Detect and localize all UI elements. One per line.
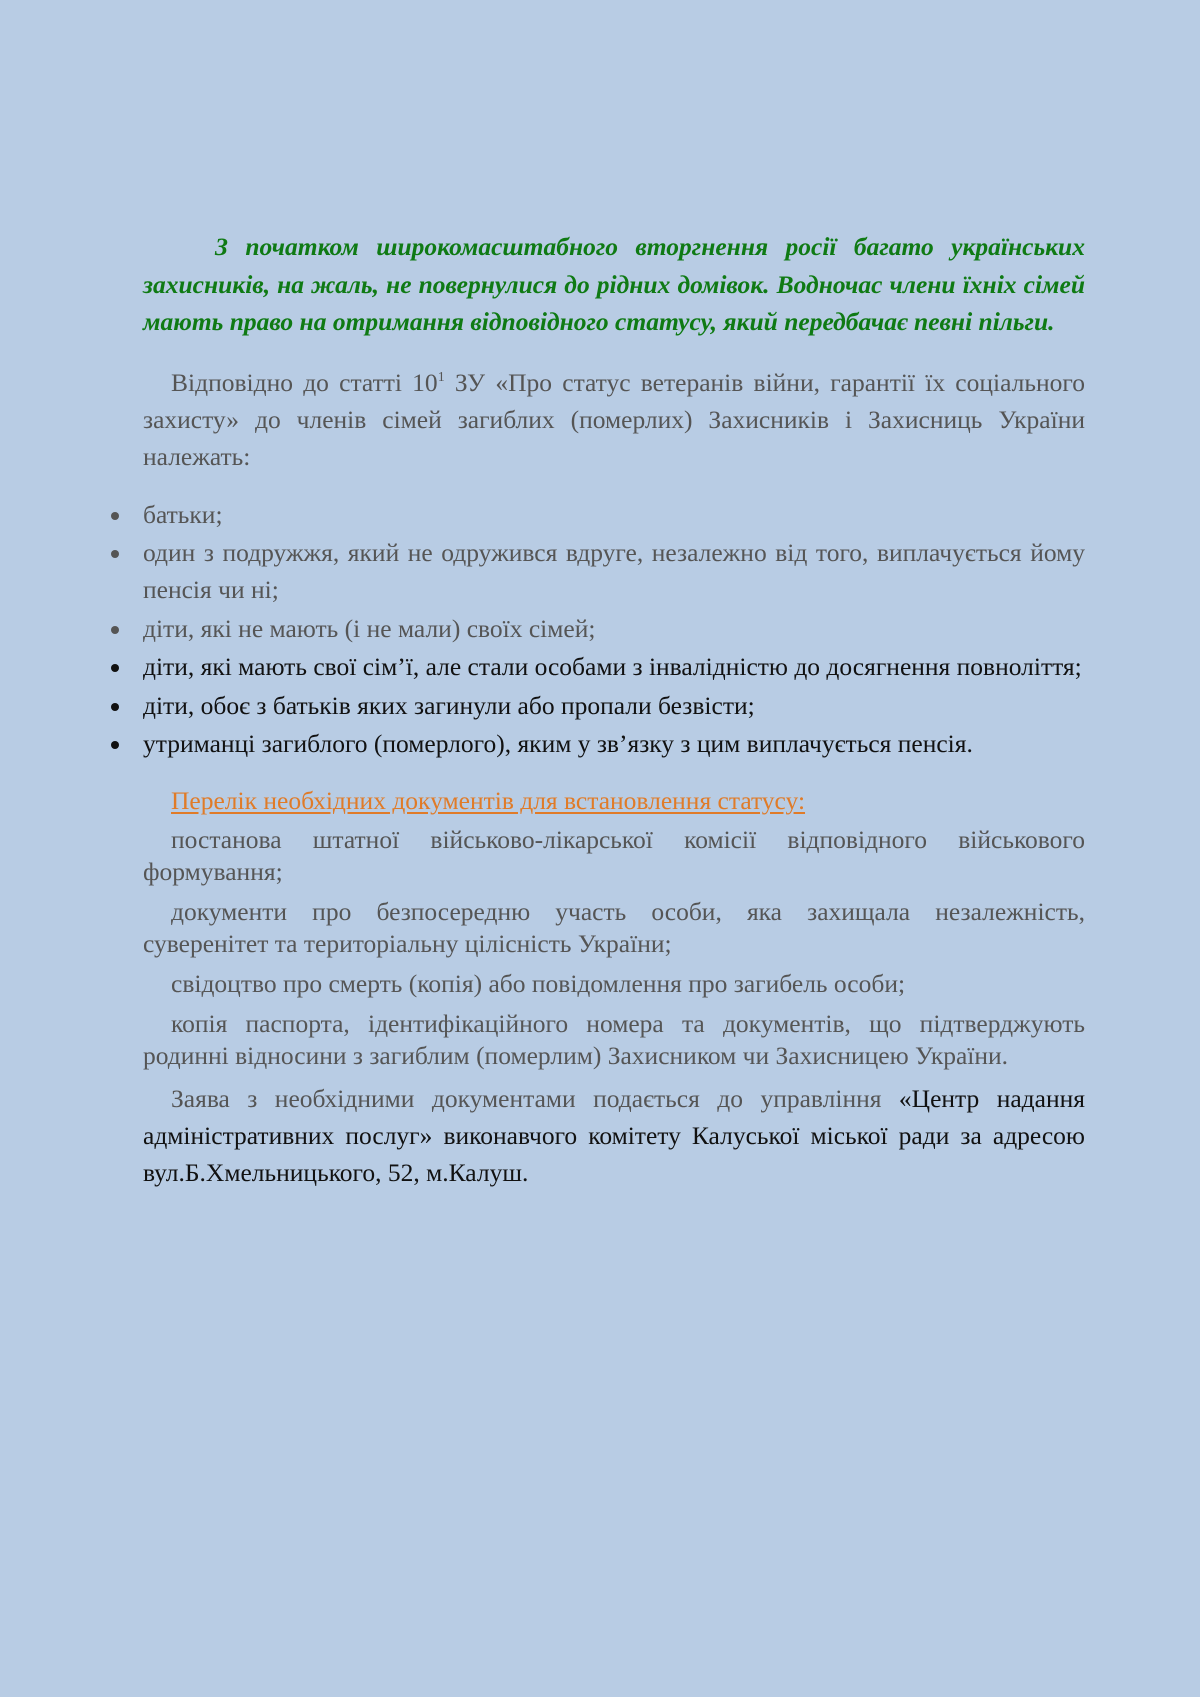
bullet-icon [111, 664, 119, 672]
document-page [143, 228, 1085, 1191]
list-item-text: діти, обоє з батьків яких загинули або пропали безвісти; [143, 690, 755, 720]
list-item-text: діти, які мають свої сім’ї, але стали особами з інвалідністю до досягнення повноліття; [143, 652, 1082, 681]
list-item-text: один з подружжя, який не одружився вдруге, незалежно від того, виплачується йому пенсія чи ні; [143, 538, 1085, 604]
bullet-icon [111, 550, 119, 558]
law-paragraph-after: ЗУ «Про статус ветеранів війни, гарантії їх соціального захисту» до членів сімей загиблих (померлих) Захисників і Захисниць України належать: [143, 367, 1085, 471]
document-item: документи про безпосередню участь особи, яка захищала незалежність, суверенітет та територіальну цілісність України; [143, 897, 1085, 958]
law-article-superscript: 1 [437, 369, 445, 385]
document-item: свідоцтво про смерть (копія) або повідомлення про загибель особи; [171, 969, 906, 998]
intro-paragraph: З початком широкомасштабного вторгнення росії багато українських захисників, на жаль, не повернулися до рідних домівок. Водночас члени їхніх сімей мають право на отримання відповідного статусу, який передбачає певні пільги. [143, 232, 1085, 336]
document-item: постанова штатної військово-лікарської комісії відповідного військового формування; [143, 825, 1085, 886]
list-item [143, 534, 1085, 608]
list-item-text: діти, які не мають (і не мали) своїх сімей; [143, 613, 596, 643]
list-item [143, 687, 1085, 724]
list-item [143, 496, 1085, 533]
submission-address: «Центр надання адміністративних послуг» виконавчого комітету Калуської міської ради за адресою вул.Б.Хмельницького, 52, м.Калуш. [143, 1084, 1085, 1187]
family-members-list [143, 496, 1085, 763]
list-item [143, 648, 1085, 685]
law-paragraph-before: Відповідно до статті 10 [171, 367, 438, 397]
law-paragraph [143, 364, 1085, 475]
bullet-icon [111, 703, 119, 711]
submission-text: Заява з необхідними документами подається до управління [171, 1084, 899, 1113]
list-item-text: батьки; [143, 499, 223, 529]
list-item-text: утриманці загиблого (померлого), яким у зв’язку з цим виплачується пенсія. [143, 729, 973, 758]
bullet-icon [111, 512, 119, 520]
bullet-icon [111, 741, 119, 749]
bullet-icon [111, 626, 119, 634]
documents-heading: Перелік необхідних документів для встановлення статусу: [171, 786, 806, 815]
list-item [143, 610, 1085, 647]
list-item [143, 725, 1085, 762]
document-item: копія паспорта, ідентифікаційного номера та документів, що підтверджують родинні відносини з загиблим (померлим) Захисником чи Захисницею України. [143, 1009, 1085, 1070]
submission-paragraph [143, 1080, 1085, 1191]
